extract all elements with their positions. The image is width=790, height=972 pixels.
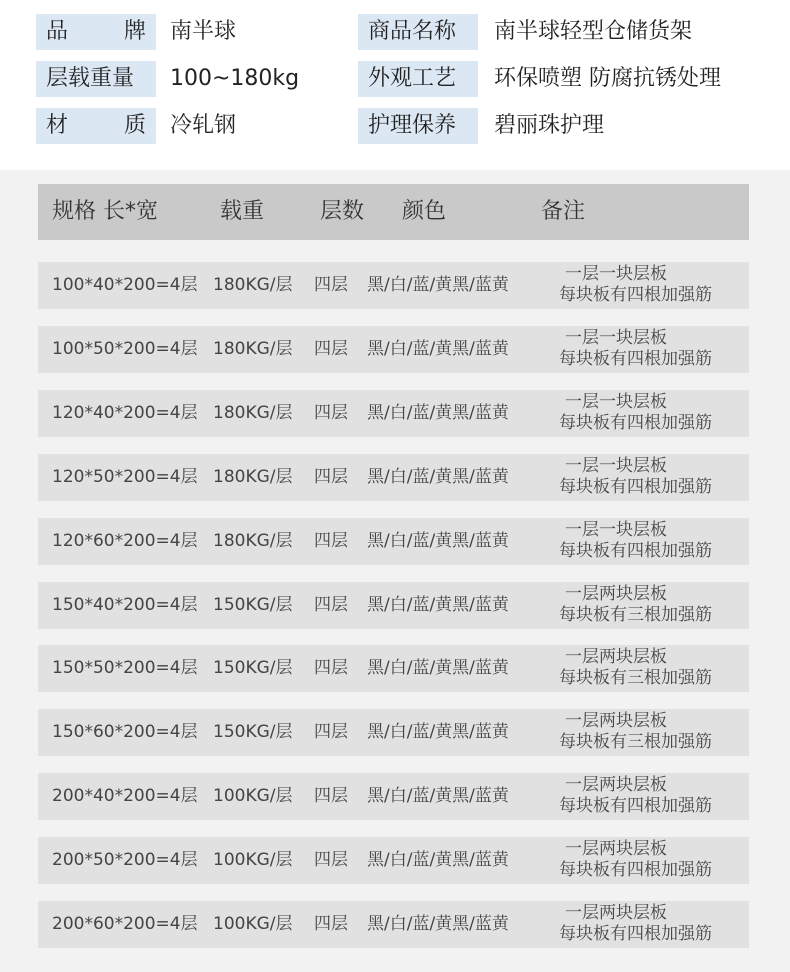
table-row bbox=[38, 454, 749, 501]
cell-layers: 四层 bbox=[314, 531, 348, 551]
cell-spec: 150*40*200=4层 bbox=[52, 595, 198, 615]
material-label bbox=[36, 108, 156, 144]
layer-load-label: 层载重量 bbox=[36, 61, 156, 97]
brand-label bbox=[36, 14, 156, 50]
note-line-2: 每块板有四根加强筋 bbox=[559, 285, 712, 305]
note-line-2: 每块板有四根加强筋 bbox=[559, 796, 712, 816]
cell-load: 150KG/层 bbox=[213, 658, 293, 678]
cell-spec: 200*40*200=4层 bbox=[52, 786, 198, 806]
note-line-1: 一层两块层板 bbox=[565, 839, 667, 859]
cell-spec: 150*50*200=4层 bbox=[52, 658, 198, 678]
finish-process-value: 环保喷塑 防腐抗锈处理 bbox=[494, 66, 721, 91]
cell-note bbox=[559, 903, 749, 945]
cell-layers: 四层 bbox=[314, 339, 348, 359]
header-load: 载重 bbox=[220, 199, 265, 224]
note-line-1: 一层两块层板 bbox=[565, 775, 667, 795]
note-line-1: 一层两块层板 bbox=[565, 647, 667, 667]
note-line-1: 一层两块层板 bbox=[565, 584, 667, 604]
cell-color: 黑/白/蓝/黄黑/蓝黄 bbox=[367, 403, 509, 423]
cell-layers: 四层 bbox=[314, 658, 348, 678]
table-row bbox=[38, 518, 749, 565]
spec-table bbox=[0, 170, 790, 972]
cell-note bbox=[559, 711, 749, 753]
note-line-2: 每块板有四根加强筋 bbox=[559, 349, 712, 369]
cell-layers: 四层 bbox=[314, 595, 348, 615]
note-line-1: 一层两块层板 bbox=[565, 711, 667, 731]
cell-color: 黑/白/蓝/黄黑/蓝黄 bbox=[367, 722, 509, 742]
cell-load: 150KG/层 bbox=[213, 722, 293, 742]
cell-spec: 120*50*200=4层 bbox=[52, 467, 198, 487]
cell-spec: 200*60*200=4层 bbox=[52, 914, 198, 934]
cell-load: 100KG/层 bbox=[213, 786, 293, 806]
cell-spec: 100*40*200=4层 bbox=[52, 275, 198, 295]
cell-load: 150KG/层 bbox=[213, 595, 293, 615]
cell-note bbox=[559, 647, 749, 689]
product-name-label: 商品名称 bbox=[358, 14, 478, 50]
header-note: 备注 bbox=[541, 199, 586, 224]
brand-value: 南半球 bbox=[170, 19, 237, 44]
cell-color: 黑/白/蓝/黄黑/蓝黄 bbox=[367, 850, 509, 870]
cell-color: 黑/白/蓝/黄黑/蓝黄 bbox=[367, 531, 509, 551]
note-line-1: 一层两块层板 bbox=[565, 903, 667, 923]
cell-color: 黑/白/蓝/黄黑/蓝黄 bbox=[367, 275, 509, 295]
header-color: 颜色 bbox=[402, 199, 447, 224]
cell-load: 180KG/层 bbox=[213, 339, 293, 359]
cell-color: 黑/白/蓝/黄黑/蓝黄 bbox=[367, 786, 509, 806]
table-row bbox=[38, 390, 749, 437]
cell-load: 180KG/层 bbox=[213, 403, 293, 423]
cell-note bbox=[559, 328, 749, 370]
note-line-1: 一层一块层板 bbox=[565, 264, 667, 284]
cell-note bbox=[559, 392, 749, 434]
table-row bbox=[38, 582, 749, 629]
cell-spec: 120*60*200=4层 bbox=[52, 531, 198, 551]
info-row-load bbox=[0, 61, 790, 101]
note-line-2: 每块板有四根加强筋 bbox=[559, 924, 712, 944]
cell-load: 100KG/层 bbox=[213, 914, 293, 934]
cell-spec: 200*50*200=4层 bbox=[52, 850, 198, 870]
layer-load-value: 100~180kg bbox=[170, 66, 300, 91]
table-row bbox=[38, 901, 749, 948]
table-row bbox=[38, 837, 749, 884]
note-line-2: 每块板有三根加强筋 bbox=[559, 732, 712, 752]
table-row bbox=[38, 645, 749, 692]
cell-layers: 四层 bbox=[314, 403, 348, 423]
cell-color: 黑/白/蓝/黄黑/蓝黄 bbox=[367, 339, 509, 359]
cell-note bbox=[559, 520, 749, 562]
cell-load: 180KG/层 bbox=[213, 531, 293, 551]
note-line-1: 一层一块层板 bbox=[565, 392, 667, 412]
note-line-2: 每块板有三根加强筋 bbox=[559, 668, 712, 688]
table-row bbox=[38, 262, 749, 309]
material-label-char: 材 bbox=[46, 113, 69, 138]
cell-color: 黑/白/蓝/黄黑/蓝黄 bbox=[367, 467, 509, 487]
info-row-material bbox=[0, 108, 790, 148]
note-line-1: 一层一块层板 bbox=[565, 456, 667, 476]
product-info-panel bbox=[0, 0, 790, 170]
cell-color: 黑/白/蓝/黄黑/蓝黄 bbox=[367, 658, 509, 678]
brand-label-char: 牌 bbox=[123, 19, 146, 44]
cell-spec: 100*50*200=4层 bbox=[52, 339, 198, 359]
table-row bbox=[38, 773, 749, 820]
note-line-2: 每块板有四根加强筋 bbox=[559, 413, 712, 433]
material-value: 冷轧钢 bbox=[170, 113, 237, 138]
cell-layers: 四层 bbox=[314, 722, 348, 742]
header-layers: 层数 bbox=[320, 199, 365, 224]
brand-label-char: 品 bbox=[46, 19, 69, 44]
cell-layers: 四层 bbox=[314, 914, 348, 934]
cell-load: 180KG/层 bbox=[213, 275, 293, 295]
cell-load: 180KG/层 bbox=[213, 467, 293, 487]
cell-load: 100KG/层 bbox=[213, 850, 293, 870]
note-line-2: 每块板有四根加强筋 bbox=[559, 477, 712, 497]
cell-layers: 四层 bbox=[314, 786, 348, 806]
cell-layers: 四层 bbox=[314, 850, 348, 870]
note-line-2: 每块板有三根加强筋 bbox=[559, 605, 712, 625]
maintenance-value: 碧丽珠护理 bbox=[494, 113, 605, 138]
cell-layers: 四层 bbox=[314, 275, 348, 295]
note-line-1: 一层一块层板 bbox=[565, 520, 667, 540]
cell-color: 黑/白/蓝/黄黑/蓝黄 bbox=[367, 595, 509, 615]
cell-spec: 150*60*200=4层 bbox=[52, 722, 198, 742]
table-row bbox=[38, 326, 749, 373]
note-line-2: 每块板有四根加强筋 bbox=[559, 541, 712, 561]
table-row bbox=[38, 709, 749, 756]
note-line-2: 每块板有四根加强筋 bbox=[559, 860, 712, 880]
table-header bbox=[38, 184, 749, 240]
info-row-brand bbox=[0, 14, 790, 54]
material-label-char: 质 bbox=[123, 113, 146, 138]
cell-note bbox=[559, 456, 749, 498]
cell-note bbox=[559, 839, 749, 881]
maintenance-label: 护理保养 bbox=[358, 108, 478, 144]
note-line-1: 一层一块层板 bbox=[565, 328, 667, 348]
cell-note bbox=[559, 264, 749, 306]
cell-note bbox=[559, 775, 749, 817]
product-name-value: 南半球轻型仓储货架 bbox=[494, 19, 693, 44]
cell-layers: 四层 bbox=[314, 467, 348, 487]
header-spec: 规格 长*宽 bbox=[52, 199, 158, 224]
finish-process-label: 外观工艺 bbox=[358, 61, 478, 97]
cell-note bbox=[559, 584, 749, 626]
cell-color: 黑/白/蓝/黄黑/蓝黄 bbox=[367, 914, 509, 934]
cell-spec: 120*40*200=4层 bbox=[52, 403, 198, 423]
